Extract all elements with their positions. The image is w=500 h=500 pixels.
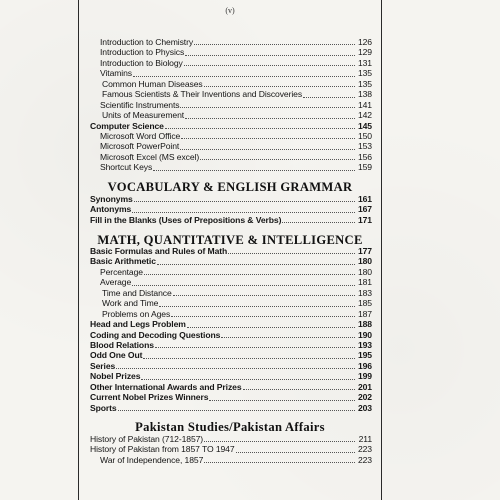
dot-leader: [165, 122, 355, 129]
toc-entry: [90, 215, 372, 225]
toc-entry-page: 223: [357, 454, 372, 465]
toc-entry-page: 183: [357, 287, 372, 298]
toc-entry: [90, 58, 372, 68]
toc-entry-title: Coding and Decoding Questions: [90, 329, 221, 340]
dot-leader: [187, 321, 355, 328]
toc-entry: [90, 330, 372, 340]
toc-entry-title: Basic Arithmetic: [90, 256, 156, 267]
toc-entry: [90, 204, 372, 214]
dot-leader: [155, 341, 355, 348]
toc-entry-title: Nobel Prizes: [90, 371, 141, 382]
dot-leader: [194, 38, 355, 45]
toc-entry-page: 150: [357, 130, 372, 141]
toc-entry: [90, 350, 372, 360]
dot-leader: [159, 300, 355, 307]
dot-leader: [180, 101, 355, 108]
toc-entry: [90, 152, 372, 162]
dot-leader: [243, 383, 355, 390]
toc-entry: [90, 68, 372, 78]
toc-entry-page: 156: [357, 151, 372, 162]
toc-entry-page: 188: [357, 319, 372, 330]
toc-entry: [90, 131, 372, 141]
toc-entry-page: 135: [357, 68, 372, 79]
toc-entry-title: Percentage: [100, 266, 143, 277]
toc-entry: [90, 361, 372, 371]
toc-entry-title: Time and Distance: [102, 287, 172, 298]
dot-leader: [180, 143, 355, 150]
toc-entry-page: 195: [357, 350, 372, 361]
dot-leader: [221, 331, 355, 338]
toc-entry-title: Other International Awards and Prizes: [90, 381, 242, 392]
dot-leader: [200, 153, 355, 160]
dot-leader: [209, 394, 355, 401]
toc-block-pakistan: [90, 434, 372, 465]
toc-entry: [90, 371, 372, 381]
dot-leader: [184, 59, 355, 66]
toc-entry: [90, 121, 372, 131]
toc-entry-page: 141: [357, 99, 372, 110]
toc-entry-title: Work and Time: [102, 298, 159, 309]
toc-entry-title: History of Pakistan from 1857 TO 1947: [90, 444, 235, 455]
toc-entry-page: 138: [357, 89, 372, 100]
toc-entry: [90, 89, 372, 99]
toc-entry: [90, 37, 372, 47]
dot-leader: [118, 404, 355, 411]
toc-entry-title: History of Pakistan (712-1857): [90, 434, 204, 444]
toc-entry: [90, 382, 372, 392]
toc-entry: [90, 309, 372, 319]
toc-entry: [90, 79, 372, 89]
toc-entry-title: Sports: [90, 402, 117, 413]
toc-entry-title: Introduction to Biology: [100, 57, 183, 68]
toc-entry-title: War of Independence, 1857: [100, 454, 204, 465]
toc-entry: [90, 298, 372, 308]
section-title-math: MATH, QUANTITATIVE & INTELLIGENCE: [97, 233, 363, 247]
dot-leader: [144, 268, 355, 275]
toc-entry: [90, 246, 372, 256]
toc-entry-page: 159: [357, 162, 372, 173]
dot-leader: [132, 206, 355, 213]
toc-entry: [90, 110, 372, 120]
dot-leader: [153, 164, 355, 171]
toc-entry-page: 153: [357, 141, 372, 152]
toc-entry: [90, 319, 372, 329]
toc-entry-page: 180: [357, 266, 372, 277]
toc-entry-page: 201: [357, 381, 372, 392]
toc-entry-title: Synonyms: [90, 194, 133, 204]
toc-entry-title: Common Human Diseases: [102, 78, 203, 89]
toc-entry: [90, 194, 372, 204]
toc-entry: [90, 288, 372, 298]
toc-entry-page: 171: [357, 214, 372, 225]
page-number: (v): [225, 6, 235, 15]
dot-leader: [132, 279, 355, 286]
toc-entry-page: 203: [357, 402, 372, 413]
toc-entry: [90, 100, 372, 110]
toc-entry-page: 185: [357, 298, 372, 309]
toc-entry: [90, 392, 372, 402]
toc-entry-title: Problems on Ages: [102, 308, 171, 319]
dot-leader: [204, 435, 355, 442]
toc-block-science: [90, 37, 372, 173]
toc-entry-title: Average: [100, 277, 132, 288]
toc-entry-page: 145: [357, 120, 372, 131]
toc-block-math: [90, 246, 372, 413]
toc-entry-title: Computer Science: [90, 120, 164, 131]
toc-entry: [90, 434, 372, 444]
dot-leader: [181, 132, 355, 139]
toc-entry-title: Odd One Out: [90, 350, 143, 361]
dot-leader: [143, 352, 355, 359]
dot-leader: [185, 49, 355, 56]
dot-leader: [173, 289, 355, 296]
dot-leader: [141, 373, 355, 380]
toc-entry-page: 223: [357, 444, 372, 455]
toc-entry-title: Antonyms: [90, 204, 132, 215]
dot-leader: [134, 195, 355, 202]
toc-entry: [90, 47, 372, 57]
toc-entry-title: Fill in the Blanks (Uses of Prepositions & Verbs): [90, 214, 282, 225]
toc-entry-page: 167: [357, 204, 372, 215]
toc-entry-title: Scientific Instruments: [100, 99, 180, 110]
toc-entry-page: 181: [357, 277, 372, 288]
toc-entry-page: 142: [357, 110, 372, 121]
toc-entry: [90, 141, 372, 151]
toc-entry-title: Series: [90, 360, 116, 371]
toc-entry: [90, 256, 372, 266]
dot-leader: [204, 456, 355, 463]
toc-entry: [90, 340, 372, 350]
toc-entry-title: Units of Measurement: [102, 110, 185, 121]
toc-entry-page: 129: [357, 47, 372, 58]
toc-entry-page: 190: [357, 329, 372, 340]
toc-entry-page: 193: [357, 339, 372, 350]
toc-entry-title: Current Nobel Prizes Winners: [90, 392, 209, 403]
toc-entry-page: 177: [357, 246, 372, 256]
toc-entry: [90, 162, 372, 172]
toc-entry-page: 187: [357, 308, 372, 319]
dot-leader: [236, 446, 355, 453]
toc-entry: [90, 403, 372, 413]
toc-entry-title: Introduction to Chemistry: [100, 37, 194, 47]
toc-entry-page: 196: [357, 360, 372, 371]
toc-entry-page: 131: [357, 57, 372, 68]
toc-entry-page: 180: [357, 256, 372, 267]
toc-entry-page: 211: [358, 434, 372, 444]
toc-entry-title: Microsoft PowerPoint: [100, 141, 180, 152]
toc-entry-page: 135: [357, 78, 372, 89]
toc-entry-title: Microsoft Excel (MS excel): [100, 151, 200, 162]
toc-entry-title: Basic Formulas and Rules of Math: [90, 246, 228, 256]
dot-leader: [133, 70, 355, 77]
section-title-pakistan: Pakistan Studies/Pakistan Affairs: [135, 420, 325, 434]
dot-leader: [157, 258, 355, 265]
dot-leader: [204, 80, 355, 87]
toc-entry-title: Blood Relations: [90, 339, 154, 350]
toc-entry: [90, 444, 372, 454]
toc-entry-title: Introduction to Physics: [100, 47, 185, 58]
section-title-vocabulary: VOCABULARY & ENGLISH GRAMMAR: [107, 180, 353, 194]
dot-leader: [228, 247, 355, 254]
toc-entry-page: 161: [357, 194, 372, 204]
toc-block-vocabulary: [90, 194, 372, 225]
toc-entry-title: Vitamins: [100, 68, 132, 79]
toc-entry-page: 202: [357, 392, 372, 403]
toc-entry-title: Head and Legs Problem: [90, 319, 186, 330]
toc-entry-title: Shortcut Keys: [100, 162, 153, 173]
toc-entry: [90, 267, 372, 277]
toc-entry-page: 126: [357, 37, 372, 47]
dot-leader: [116, 362, 355, 369]
dot-leader: [303, 91, 355, 98]
dot-leader: [171, 310, 355, 317]
toc-entry: [90, 277, 372, 287]
dot-leader: [282, 216, 355, 223]
toc-entry-title: Microsoft Word Office: [100, 130, 181, 141]
toc-entry-title: Famous Scientists & Their Inventions and Discoveries: [102, 89, 303, 100]
toc-entry: [90, 455, 372, 465]
dot-leader: [185, 112, 355, 119]
toc-entry-page: 199: [357, 371, 372, 382]
